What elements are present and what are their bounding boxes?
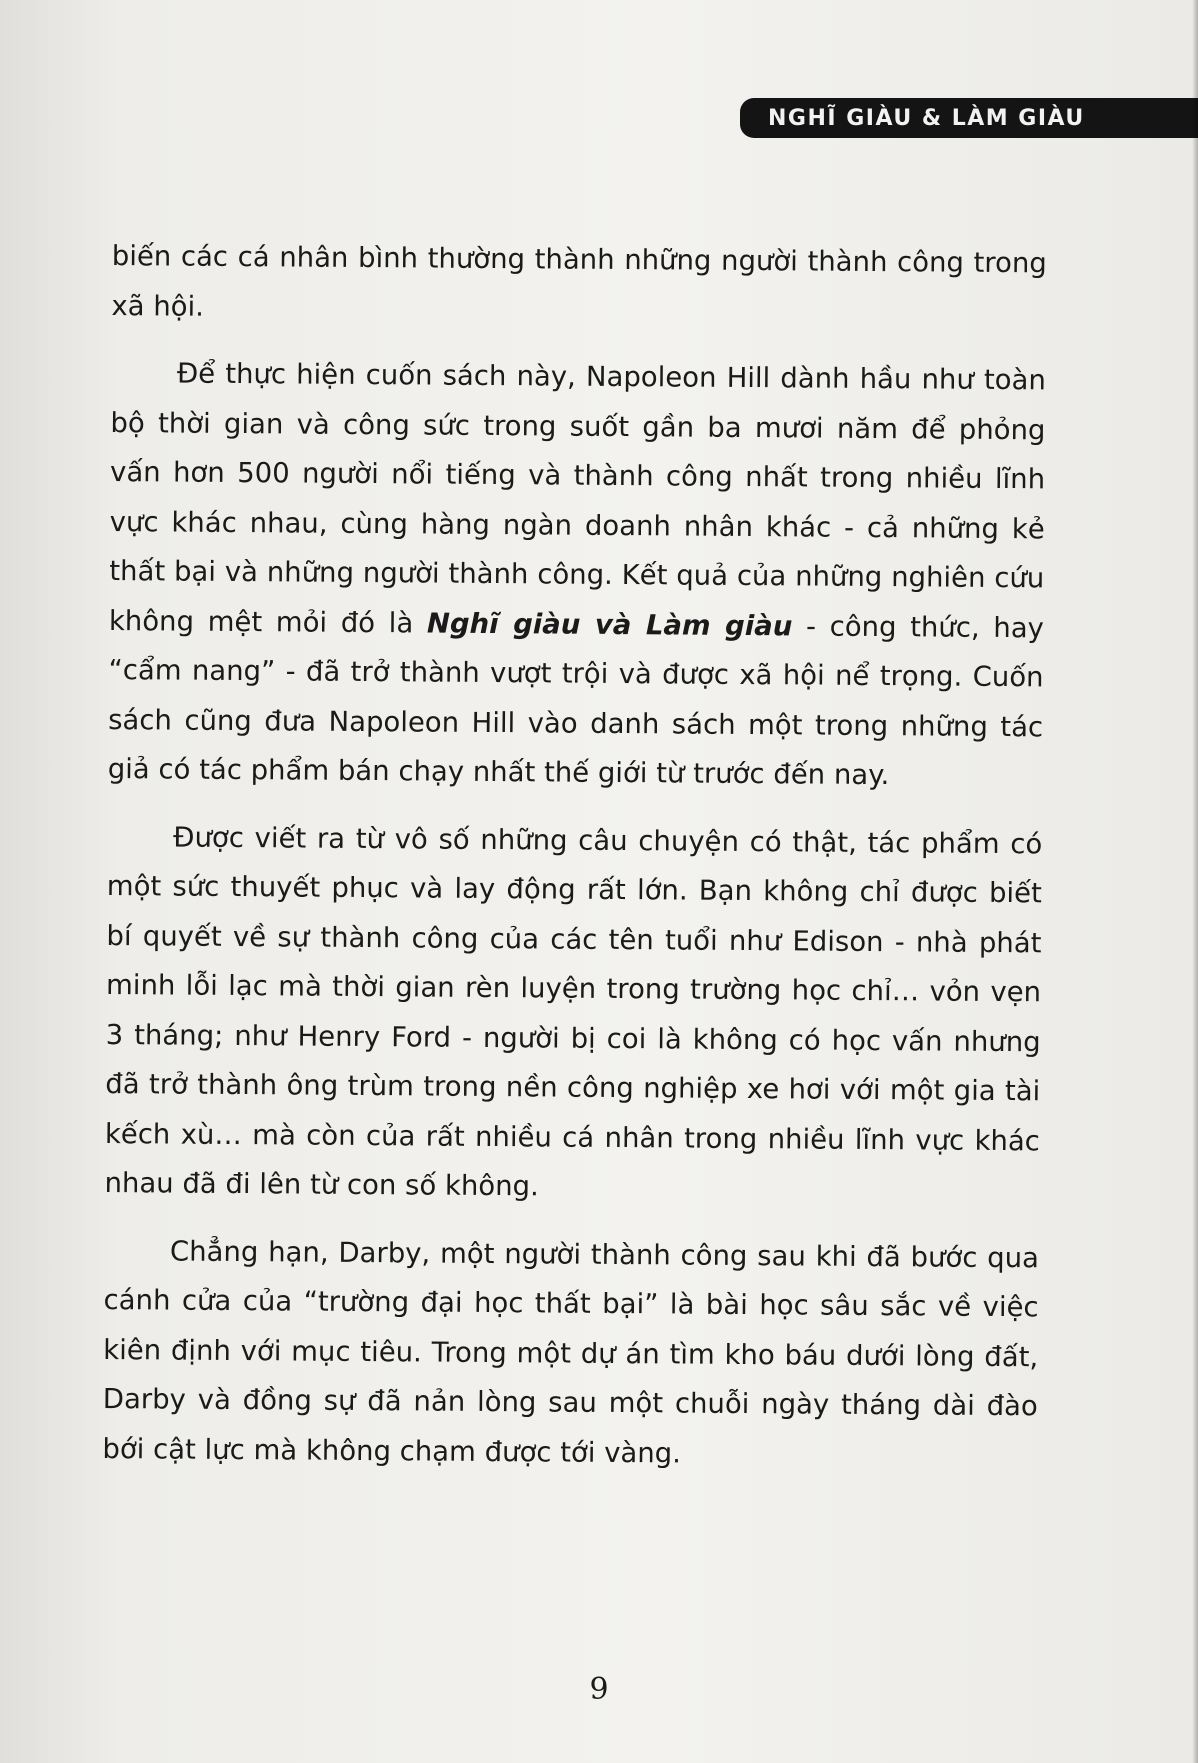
page-edge-shadow <box>1192 0 1198 1763</box>
paragraph-2-text-after: - công thức, hay “cẩm nang” - đã trở thành vượt trội và được xã hội nể trọng. Cuốn sách cũng đưa Napoleon Hill vào danh sách một trong những tác giả có tác phẩm bán chạy nhất thế giới từ trước đến nay. <box>107 609 1045 792</box>
running-header-title: NGHĨ GIÀU & LÀM GIÀU <box>768 105 1085 131</box>
paragraph-2 <box>108 349 1046 802</box>
paragraph-2-text: Để thực hiện cuốn sách này, Napoleon Hill dành hầu như toàn bộ thời gian và công sức trong suốt gần ba mươi năm để phỏng vấn hơn 500 người nổi tiếng và thành công nhất trong nhiều lĩnh vực khác nhau, cùng hàng ngàn doanh nhân khác - cả những kẻ thất bại và những người thành công. Kết quả của những nghiên cứu không mệt mỏi đó là <box>108 357 1046 639</box>
paragraph-3 <box>104 812 1042 1215</box>
paragraph-4 <box>102 1226 1039 1481</box>
book-title-emphasis: Nghĩ giàu và Làm giàu <box>426 606 793 642</box>
running-header-bar <box>740 98 1198 138</box>
paragraph-1 <box>111 232 1047 338</box>
page-number: 9 <box>589 1672 609 1707</box>
paragraph-3-text: Được viết ra từ vô số những câu chuyện có thật, tác phẩm có một sức thuyết phục và lay động rất lớn. Bạn không chỉ được biết bí quyết về sự thành công của các tên tuổi như Edison - nhà phát minh lỗi lạc mà thời gian rèn luyện trong trường học chỉ… vỏn vẹn 3 tháng; như Henry Ford - người bị coi là không có học vấn nhưng đã trở thành ông trùm trong nền công nghiệp xe hơi với một gia tài kếch xù… mà còn của rất nhiều cá nhân trong nhiều lĩnh vực khác nhau đã đi lên từ con số không. <box>104 821 1043 1203</box>
paragraph-1-text: biến các cá nhân bình thường thành những người thành công trong xã hội. <box>111 239 1047 323</box>
paragraph-4-text: Chẳng hạn, Darby, một người thành công sau khi đã bước qua cánh cửa của “trường đại học thất bại” là bài học sâu sắc về việc kiên định với mục tiêu. Trong một dự án tìm kho báu dưới lòng đất, Darby và đồng sự đã nản lòng sau một chuỗi ngày tháng dài đào bới cật lực mà không chạm được tới vàng. <box>102 1234 1040 1470</box>
body-text <box>102 232 1047 1499</box>
